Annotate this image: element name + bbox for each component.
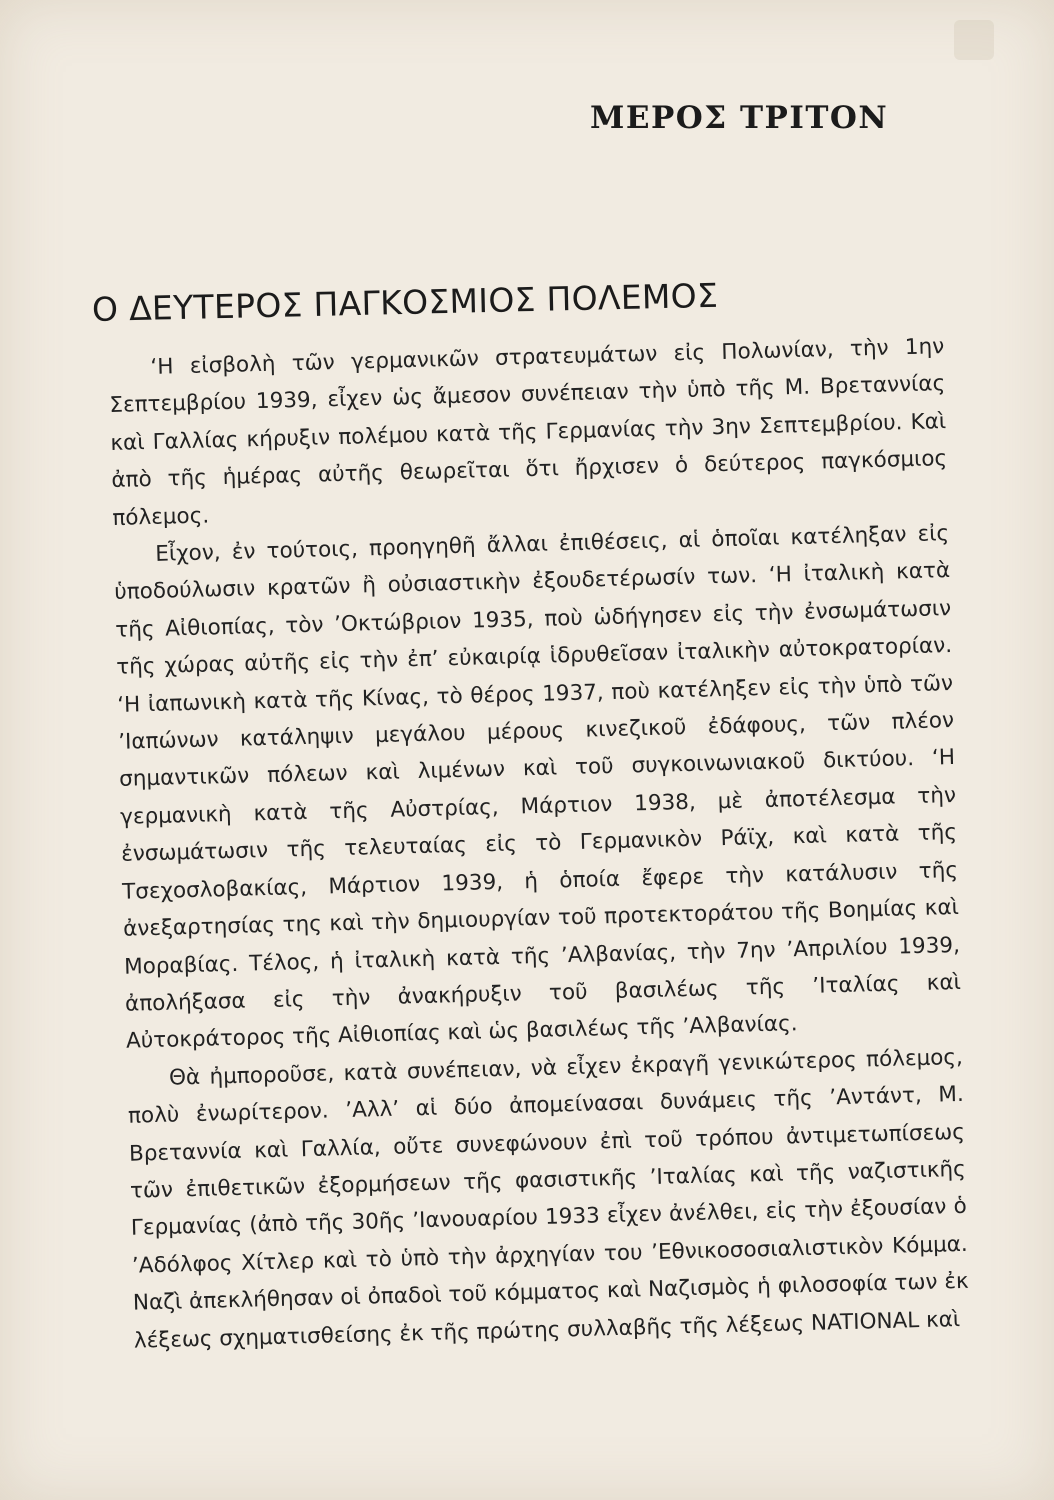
paragraph-2: Εἶχον, ἐν τούτοις, προηγηθῆ ἄλλαι ἐπιθέσεις, αἱ ὁποῖαι κατέληξαν εἰς ὑποδούλωσιν κρατῶν ἢ οὐσιαστικὴν ἐξουδετέρωσίν των. ‘Η ἰταλικὴ κατὰ τῆς Αἰθιοπίας, τὸν ’Οκτώβριον 1935, ποὺ ὡδήγησεν εἰς τὴν ἐνσωμάτωσιν τῆς χώρας αὐτῆς εἰς τὴν ἐπ’ εὐκαιρίᾳ ἱδρυθεῖσαν ἰταλικὴν αὐτοκρατορίαν. ‘Η ἰαπωνικὴ κατὰ τῆς Κίνας, τὸ θέρος 1937, ποὺ κατέληξεν εἰς τὴν ὑπὸ τῶν ’Ιαπώνων κατάληψιν μεγάλου μέρους κινεζικοῦ ἐδάφους, τῶν πλέον σημαντικῶν πόλεων καὶ λιμένων καὶ τοῦ συγκοινωνιακοῦ δικτύου. ‘Η γερμανικὴ κατὰ τῆς Αὐστρίας, Μάρτιον 1938, μὲ ἀποτέλεσμα τὴν ἐνσωμάτωσιν τῆς τελευταίας εἰς τὸ Γερμανικὸν Ράϊχ, καὶ κατὰ τῆς Τσεχοσλοβακίας, Μάρτιον 1939, ἡ ὁποία ἔφερε τὴν κατάλυσιν τῆς ἀνεξαρτησίας της καὶ τὴν δημιουργίαν τοῦ προτεκτοράτου τῆς Βοημίας καὶ Μοραβίας. Τέλος, ἡ ἰταλικὴ κατὰ τῆς ’Αλβανίας, τὴν 7ην ’Απριλίου 1939, ἀπολήξασα εἰς τὴν ἀνακήρυξιν τοῦ βασιλέως τῆς ’Ιταλίας καὶ Αὐτοκράτορος τῆς Αἰθιοπίας καὶ ὡς βασιλέως τῆς ’Αλβανίας. bbox=[114, 521, 962, 1055]
part-heading: ΜΕΡΟΣ ΤΡΙΤΟΝ bbox=[590, 100, 889, 136]
body-text bbox=[108, 328, 970, 1360]
chapter-title: Ο ΔΕΥΤΕΡΟΣ ΠΑΓΚΟΣΜΙΟΣ ΠΟΛΕΜΟΣ bbox=[91, 275, 719, 329]
paragraph-1: ‘Η εἰσβολὴ τῶν γερμανικῶν στρατευμάτων εἰς Πολωνίαν, τὴν 1ην Σεπτεμβρίου 1939, εἶχεν ὡς ἄμεσον συνέπειαν τὴν ὑπὸ τῆς Μ. Βρεταννίας καὶ Γαλλίας κήρυξιν πολέμου κατὰ τῆς Γερμανίας τὴν 3ην Σεπτεμβρίου. Καὶ ἀπὸ τῆς ἡμέρας αὐτῆς θεωρεῖται ὅτι ἤρχισεν ὁ δεύτερος παγκόσμιος πόλεμος. bbox=[109, 334, 948, 531]
paragraph-3: Θὰ ἠμποροῦσε, κατὰ συνέπειαν, νὰ εἶχεν ἐκραγῆ γενικώτερος πόλεμος, πολὺ ἐνωρίτερον. ’Αλλ’ αἱ δύο ἀπομείνασαι δυνάμεις τῆς ’Αντάντ, Μ. Βρεταννία καὶ Γαλλία, οὔτε συνεφώνουν ἐπὶ τοῦ τρόπου ἀντιμετωπίσεως τῶν ἐπιθετικῶν ἐξορμήσεων τῆς φασιστικῆς ’Ιταλίας καὶ τῆς ναζιστικῆς Γερμανίας (ἀπὸ τῆς 30ῆς ’Ιανουαρίου 1933 εἶχεν ἀνέλθει, εἰς τὴν ἐξουσίαν ὁ ’Αδόλφος Χίτλερ καὶ τὸ ὑπὸ τὴν ἀρχηγίαν του ’Εθνικοσοσιαλιστικὸν Κόμμα. Ναζὶ ἀπεκλήθησαν οἱ ὀπαδοὶ τοῦ κόμματος καὶ Ναζισμὸς ἡ φιλοσοφία των ἐκ λέξεως σχηματισθείσης ἐκ τῆς πρώτης συλλαβῆς τῆς λέξεως NATIONAL καὶ bbox=[127, 1044, 970, 1354]
bleed-through-page-number bbox=[954, 20, 994, 60]
